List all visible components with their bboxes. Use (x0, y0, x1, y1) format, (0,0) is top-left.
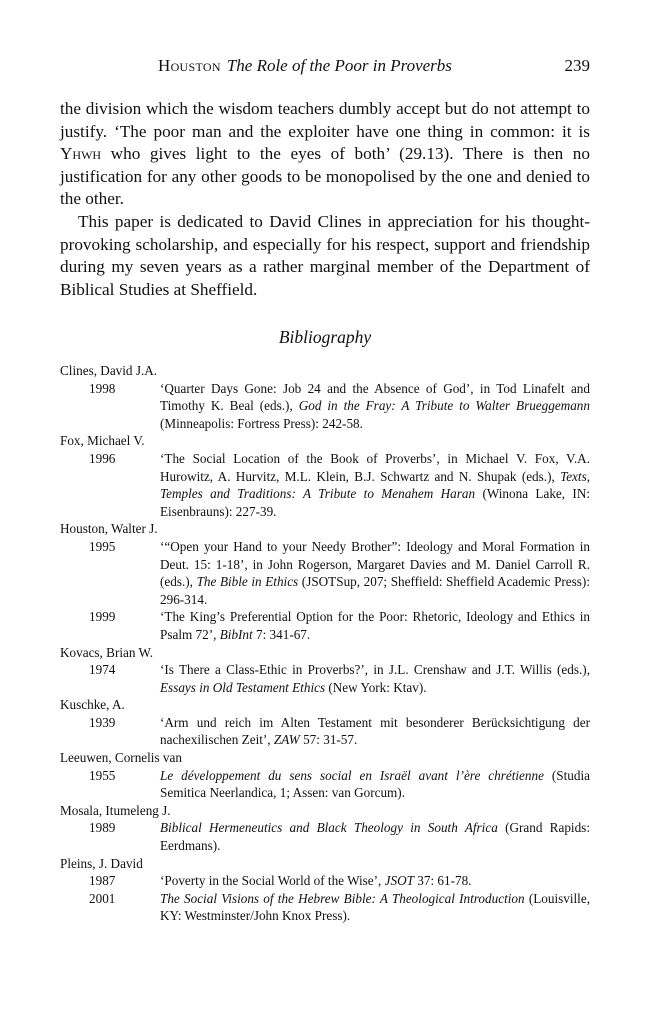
bib-year: 1939 (89, 714, 116, 730)
bib-text-pre: ‘The Social Location of the Book of Proverbs’, in Michael V. Fox, V.A. Hurowitz, A. Hurvitz, M.L. Klein, B.J. Schwartz and N. Shupak (eds.), (160, 450, 590, 484)
bib-year: 2001 (89, 890, 116, 906)
bib-text (160, 872, 590, 890)
bib-text-post: (Grand Rapids: Eerdmans). (160, 820, 590, 854)
bib-title: ZAW (273, 732, 300, 748)
bib-text (160, 767, 590, 802)
bib-text-post: 37: 61-78. (413, 873, 472, 889)
bib-title: Biblical Hermeneutics and Black Theology in South Africa (160, 820, 498, 836)
bib-title: BibInt (219, 626, 253, 642)
paragraph-1-part1: the division which the wisdom teachers dumbly accept but do not attempt to justify. ‘The poor man and the exploiter have one thing in common: it is (60, 99, 590, 141)
bib-title: The Social Visions of the Hebrew Bible: A Theological Introduction (160, 890, 525, 906)
body-text (60, 98, 590, 301)
bib-entry (60, 538, 590, 608)
bib-year: 1996 (89, 450, 116, 466)
paragraph-2: This paper is dedicated to David Clines in appreciation for his thought-provoking scholarship, and especially for his respect, support and friendship during my seven years as a rather marginal member of the Department of Biblical Studies at Sheffield. (60, 211, 590, 299)
bibliography-heading: Bibliography (278, 327, 372, 347)
paragraph-1-part2: who gives light to the eyes of both’ (29.13). There is then no justification for any other goods to be monopolised by the one and denied to the other. (60, 144, 590, 209)
bib-author: Mosala, Itumeleng J. (60, 802, 171, 818)
bib-entry (60, 819, 590, 854)
bib-author: Pleins, J. David (60, 855, 143, 871)
bib-text-post: (Louisville, KY: Westminster/John Knox Press). (160, 890, 590, 924)
bib-text-pre: ‘Poverty in the Social World of the Wise’, (160, 873, 385, 889)
bib-text-pre: ‘“Open your Hand to your Needy Brother”: Ideology and Moral Formation in Deut. 15: 1-18’, in John Rogerson, Margaret Davies and M. Daniel Carroll R. (eds.), (160, 538, 590, 590)
bib-text-pre: ‘The King’s Preferential Option for the Poor: Rhetoric, Ideology and Ethics in Psalm 72’, (160, 609, 590, 642)
bib-entry (60, 714, 590, 749)
bib-year: 1998 (89, 380, 116, 396)
bib-entry (60, 767, 590, 802)
bib-year: 1955 (89, 767, 116, 783)
bib-entry (60, 608, 590, 643)
bib-text-pre: ‘Is There a Class-Ethic in Proverbs?’, in J.L. Crenshaw and J.T. Willis (eds.), (160, 662, 590, 678)
bib-text-post: 57: 31-57. (299, 732, 358, 748)
bib-year: 1999 (89, 609, 116, 625)
bib-entry (60, 450, 590, 520)
header-author: Houston (158, 56, 221, 75)
bib-entry (60, 872, 590, 890)
bib-text (160, 714, 590, 749)
bib-title: JSOT (384, 873, 414, 889)
bib-year: 1987 (89, 873, 116, 889)
bib-author: Kuschke, A. (60, 697, 125, 713)
bib-author: Clines, David J.A. (60, 363, 158, 378)
bib-text-post: 7: 341-67. (252, 626, 311, 642)
bib-entry (60, 380, 590, 433)
bib-text (160, 890, 590, 925)
bib-title: God in the Fray: A Tribute to Walter Brueggemann (298, 398, 590, 414)
bib-author: Houston, Walter J. (60, 521, 158, 537)
bib-year: 1995 (89, 538, 116, 554)
bib-year: 1974 (89, 662, 116, 678)
bib-year: 1989 (89, 820, 116, 836)
bib-title: Le développement du sens social en Israël avant l’ère chrétienne (160, 767, 544, 783)
bib-author: Leeuwen, Cornelis van (60, 750, 182, 766)
bib-author: Kovacs, Brian W. (60, 644, 154, 660)
bib-text-post: (JSOTSup, 207; Sheffield: Sheffield Academic Press): 296-314. (160, 574, 590, 607)
bib-text (160, 661, 590, 696)
bibliography-list (60, 362, 590, 925)
bib-text (160, 819, 590, 854)
bib-author: Fox, Michael V. (60, 433, 145, 449)
bib-text (160, 450, 590, 520)
header-title: The Role of the Poor in Proverbs (226, 56, 452, 75)
running-title (158, 56, 452, 76)
paragraph-1 (60, 98, 590, 211)
bib-title: The Bible in Ethics (196, 574, 299, 590)
yhwh-small-caps: Yhwh (60, 144, 102, 164)
bib-text-post: (Studia Semitica Neerlandica, 1; Assen: van Gorcum). (160, 767, 590, 801)
bib-title: Essays in Old Testament Ethics (160, 679, 326, 695)
bib-text (160, 380, 590, 433)
bib-text (160, 608, 590, 643)
running-header (60, 56, 590, 80)
bib-text-pre: ‘Quarter Days Gone: Job 24 and the Absence of God’, in Tod Linafelt and Timothy K. Beal (eds.), (160, 380, 590, 414)
bib-entry (60, 661, 590, 696)
bib-text-pre: ‘Arm und reich im Alten Testament mit besonderer Berücksichtigung der nachexilischen Zeit’, (160, 714, 590, 748)
bib-entry (60, 890, 590, 925)
bib-text-post: (Winona Lake, IN: Eisenbrauns): 227-39. (160, 486, 591, 519)
bib-text (160, 538, 590, 608)
page-number: 239 (564, 56, 590, 75)
bib-title: Texts, Temples and Traditions: A Tribute to Menahem Haran (160, 468, 590, 502)
bib-text-post: (Minneapolis: Fortress Press): 242-58. (160, 415, 363, 431)
bib-text-post: (New York: Ktav). (325, 679, 427, 695)
